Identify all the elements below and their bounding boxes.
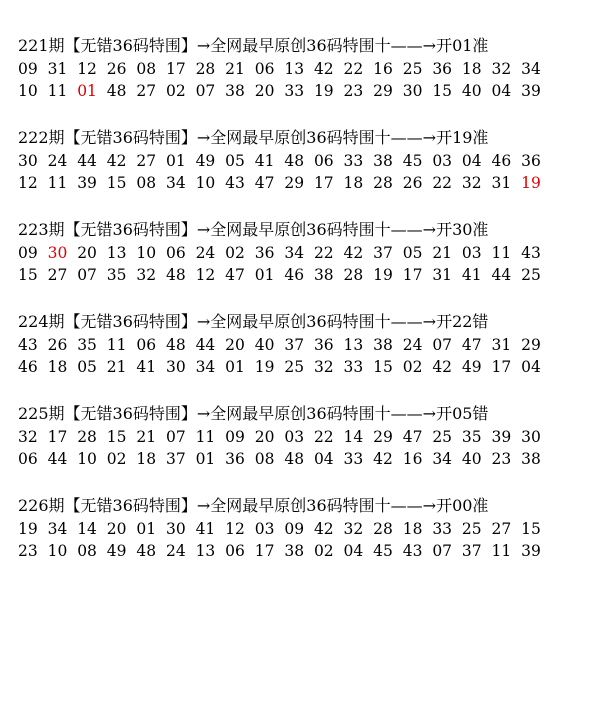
number-cell: 04 — [491, 82, 512, 100]
number-cell: 41 — [461, 266, 482, 284]
number-cell: 48 — [106, 82, 127, 100]
number-cell: 26 — [47, 336, 68, 354]
number-cell: 43 — [18, 336, 38, 354]
number-row — [18, 426, 588, 448]
number-cell: 25 — [284, 358, 305, 376]
number-cell: 42 — [373, 450, 393, 468]
number-row — [18, 540, 588, 562]
number-cell: 10 — [136, 244, 157, 262]
number-cell: 40 — [461, 82, 482, 100]
period-block — [18, 126, 588, 194]
number-cell: 06 — [254, 60, 275, 78]
number-cell: 21 — [136, 428, 157, 446]
period-block — [18, 402, 588, 470]
number-cell: 09 — [18, 60, 38, 78]
number-cell: 46 — [284, 266, 305, 284]
number-cell: 07 — [432, 542, 453, 560]
number-row — [18, 264, 588, 286]
number-cell: 44 — [77, 152, 97, 170]
period-block — [18, 218, 588, 286]
number-cell: 20 — [77, 244, 97, 262]
number-cell: 31 — [432, 266, 453, 284]
number-cell: 11 — [195, 428, 216, 446]
winning-number: 19 — [521, 174, 541, 192]
period-block — [18, 34, 588, 102]
number-row — [18, 518, 588, 540]
number-cell: 35 — [461, 428, 482, 446]
number-cell: 40 — [461, 450, 482, 468]
number-cell: 20 — [254, 82, 275, 100]
number-cell: 16 — [402, 450, 423, 468]
number-cell: 39 — [521, 542, 541, 560]
number-cell: 29 — [373, 82, 393, 100]
number-cell: 26 — [106, 60, 127, 78]
number-cell: 45 — [402, 152, 423, 170]
number-cell: 01 — [254, 266, 275, 284]
number-cell: 29 — [373, 428, 393, 446]
number-cell: 32 — [18, 428, 38, 446]
number-cell: 24 — [47, 152, 68, 170]
number-row — [18, 172, 588, 194]
number-cell: 34 — [165, 174, 186, 192]
number-cell: 33 — [343, 450, 364, 468]
number-cell: 44 — [195, 336, 216, 354]
number-cell: 03 — [284, 428, 305, 446]
number-cell: 07 — [195, 82, 216, 100]
number-cell: 17 — [402, 266, 423, 284]
number-cell: 18 — [343, 174, 364, 192]
number-cell: 01 — [195, 450, 216, 468]
number-cell: 23 — [491, 450, 512, 468]
number-cell: 47 — [402, 428, 423, 446]
number-cell: 02 — [313, 542, 334, 560]
number-cell: 18 — [461, 60, 482, 78]
number-cell: 31 — [47, 60, 68, 78]
number-row — [18, 150, 588, 172]
number-cell: 04 — [521, 358, 541, 376]
number-cell: 02 — [165, 82, 186, 100]
number-cell: 48 — [136, 542, 157, 560]
number-cell: 35 — [106, 266, 127, 284]
period-title: 221期【无错36码特围】→全网最早原创36码特围十——→开01准 — [18, 36, 489, 55]
number-cell: 34 — [47, 520, 68, 538]
number-cell: 36 — [254, 244, 275, 262]
number-cell: 10 — [18, 82, 38, 100]
number-cell: 48 — [165, 336, 186, 354]
number-cell: 42 — [313, 60, 334, 78]
number-cell: 19 — [18, 520, 38, 538]
number-row — [18, 80, 588, 102]
number-cell: 35 — [77, 336, 97, 354]
number-cell: 24 — [165, 542, 186, 560]
number-cell: 25 — [521, 266, 541, 284]
number-cell: 37 — [461, 542, 482, 560]
number-cell: 04 — [343, 542, 364, 560]
number-cell: 17 — [165, 60, 186, 78]
number-cell: 08 — [254, 450, 275, 468]
number-cell: 25 — [461, 520, 482, 538]
number-cell: 42 — [343, 244, 364, 262]
number-cell: 14 — [343, 428, 364, 446]
period-title: 225期【无错36码特围】→全网最早原创36码特围十——→开05错 — [18, 404, 489, 423]
number-cell: 27 — [136, 152, 157, 170]
number-cell: 03 — [461, 244, 482, 262]
number-cell: 13 — [106, 244, 127, 262]
number-cell: 02 — [225, 244, 245, 262]
number-cell: 38 — [373, 152, 393, 170]
number-row — [18, 58, 588, 80]
number-cell: 49 — [461, 358, 482, 376]
number-cell: 22 — [432, 174, 453, 192]
number-cell: 48 — [284, 450, 305, 468]
period-block — [18, 310, 588, 378]
number-cell: 33 — [432, 520, 453, 538]
number-cell: 09 — [225, 428, 245, 446]
number-cell: 37 — [165, 450, 186, 468]
number-cell: 20 — [106, 520, 127, 538]
number-cell: 06 — [18, 450, 38, 468]
number-cell: 05 — [77, 358, 97, 376]
number-cell: 40 — [254, 336, 275, 354]
number-cell: 02 — [106, 450, 127, 468]
number-row — [18, 448, 588, 470]
number-cell: 21 — [106, 358, 127, 376]
number-cell: 08 — [136, 60, 157, 78]
number-cell: 12 — [77, 60, 97, 78]
number-cell: 28 — [343, 266, 364, 284]
number-cell: 17 — [47, 428, 68, 446]
number-cell: 36 — [313, 336, 334, 354]
number-cell: 03 — [432, 152, 453, 170]
number-cell: 06 — [136, 336, 157, 354]
number-cell: 37 — [373, 244, 393, 262]
number-cell: 41 — [136, 358, 157, 376]
number-cell: 06 — [313, 152, 334, 170]
number-cell: 21 — [225, 60, 245, 78]
number-cell: 32 — [136, 266, 157, 284]
number-cell: 49 — [106, 542, 127, 560]
number-cell: 30 — [402, 82, 423, 100]
number-cell: 06 — [225, 542, 245, 560]
number-cell: 13 — [343, 336, 364, 354]
number-cell: 11 — [491, 542, 512, 560]
number-cell: 41 — [195, 520, 216, 538]
number-cell: 23 — [18, 542, 38, 560]
number-cell: 27 — [491, 520, 512, 538]
number-cell: 48 — [284, 152, 305, 170]
number-cell: 38 — [373, 336, 393, 354]
number-cell: 02 — [402, 358, 423, 376]
number-cell: 49 — [195, 152, 216, 170]
number-cell: 05 — [402, 244, 423, 262]
period-block — [18, 494, 588, 562]
number-cell: 34 — [432, 450, 453, 468]
number-cell: 08 — [77, 542, 97, 560]
number-cell: 19 — [373, 266, 393, 284]
number-cell: 14 — [77, 520, 97, 538]
number-cell: 30 — [165, 358, 186, 376]
number-cell: 42 — [313, 520, 334, 538]
number-cell: 42 — [432, 358, 453, 376]
number-row — [18, 356, 588, 378]
number-cell: 20 — [225, 336, 245, 354]
number-cell: 46 — [491, 152, 512, 170]
number-cell: 15 — [521, 520, 541, 538]
number-cell: 36 — [432, 60, 453, 78]
number-cell: 43 — [225, 174, 245, 192]
number-cell: 22 — [313, 244, 334, 262]
number-cell: 18 — [402, 520, 423, 538]
number-cell: 11 — [47, 174, 68, 192]
number-cell: 15 — [106, 428, 127, 446]
number-cell: 17 — [254, 542, 275, 560]
number-cell: 34 — [284, 244, 305, 262]
period-title: 223期【无错36码特围】→全网最早原创36码特围十——→开30准 — [18, 220, 489, 239]
number-cell: 38 — [313, 266, 334, 284]
number-cell: 38 — [284, 542, 305, 560]
number-cell: 44 — [47, 450, 68, 468]
number-cell: 46 — [18, 358, 38, 376]
winning-number: 01 — [77, 82, 97, 100]
number-cell: 22 — [343, 60, 364, 78]
number-cell: 39 — [77, 174, 97, 192]
number-cell: 12 — [225, 520, 245, 538]
number-cell: 07 — [165, 428, 186, 446]
number-cell: 15 — [106, 174, 127, 192]
number-cell: 01 — [136, 520, 157, 538]
number-cell: 36 — [521, 152, 541, 170]
number-cell: 29 — [284, 174, 305, 192]
number-cell: 12 — [18, 174, 38, 192]
number-cell: 17 — [313, 174, 334, 192]
number-cell: 32 — [313, 358, 334, 376]
number-cell: 39 — [521, 82, 541, 100]
number-cell: 07 — [432, 336, 453, 354]
number-cell: 32 — [491, 60, 512, 78]
number-cell: 47 — [225, 266, 245, 284]
period-title: 222期【无错36码特围】→全网最早原创36码特围十——→开19准 — [18, 128, 489, 147]
number-cell: 01 — [165, 152, 186, 170]
number-cell: 24 — [402, 336, 423, 354]
number-cell: 18 — [47, 358, 68, 376]
number-cell: 33 — [343, 152, 364, 170]
number-cell: 01 — [225, 358, 245, 376]
number-cell: 33 — [284, 82, 305, 100]
number-cell: 37 — [284, 336, 305, 354]
number-row — [18, 334, 588, 356]
number-cell: 18 — [136, 450, 157, 468]
number-cell: 11 — [47, 82, 68, 100]
number-cell: 10 — [77, 450, 97, 468]
number-cell: 11 — [491, 244, 512, 262]
number-cell: 45 — [373, 542, 393, 560]
number-cell: 28 — [195, 60, 216, 78]
number-cell: 38 — [521, 450, 541, 468]
number-cell: 48 — [165, 266, 186, 284]
document-body — [18, 34, 588, 586]
number-cell: 20 — [254, 428, 275, 446]
number-cell: 28 — [373, 520, 393, 538]
number-cell: 43 — [521, 244, 541, 262]
number-cell: 34 — [195, 358, 216, 376]
number-cell: 23 — [343, 82, 364, 100]
number-cell: 15 — [432, 82, 453, 100]
number-cell: 17 — [491, 358, 512, 376]
number-cell: 27 — [136, 82, 157, 100]
number-cell: 36 — [225, 450, 245, 468]
number-cell: 09 — [284, 520, 305, 538]
number-cell: 30 — [521, 428, 541, 446]
number-cell: 25 — [432, 428, 453, 446]
number-cell: 24 — [195, 244, 216, 262]
number-cell: 10 — [47, 542, 68, 560]
number-cell: 15 — [18, 266, 38, 284]
number-cell: 38 — [225, 82, 245, 100]
number-cell: 32 — [461, 174, 482, 192]
number-cell: 13 — [284, 60, 305, 78]
number-cell: 27 — [47, 266, 68, 284]
number-cell: 15 — [373, 358, 393, 376]
number-cell: 05 — [225, 152, 245, 170]
number-cell: 47 — [461, 336, 482, 354]
period-title: 224期【无错36码特围】→全网最早原创36码特围十——→开22错 — [18, 312, 489, 331]
number-cell: 31 — [491, 336, 512, 354]
number-cell: 28 — [373, 174, 393, 192]
number-cell: 29 — [521, 336, 541, 354]
number-cell: 30 — [18, 152, 38, 170]
number-cell: 33 — [343, 358, 364, 376]
number-cell: 03 — [254, 520, 275, 538]
number-cell: 16 — [373, 60, 393, 78]
number-cell: 39 — [491, 428, 512, 446]
number-cell: 31 — [491, 174, 512, 192]
number-cell: 12 — [195, 266, 216, 284]
number-cell: 25 — [402, 60, 423, 78]
number-cell: 42 — [106, 152, 127, 170]
number-cell: 09 — [18, 244, 38, 262]
number-row — [18, 242, 588, 264]
number-cell: 28 — [77, 428, 97, 446]
number-cell: 47 — [254, 174, 275, 192]
number-cell: 06 — [165, 244, 186, 262]
number-cell: 19 — [313, 82, 334, 100]
number-cell: 21 — [432, 244, 453, 262]
number-cell: 10 — [195, 174, 216, 192]
number-cell: 30 — [165, 520, 186, 538]
number-cell: 13 — [195, 542, 216, 560]
number-cell: 26 — [402, 174, 423, 192]
number-cell: 19 — [254, 358, 275, 376]
number-cell: 43 — [402, 542, 423, 560]
number-cell: 04 — [313, 450, 334, 468]
number-cell: 04 — [461, 152, 482, 170]
period-title: 226期【无错36码特围】→全网最早原创36码特围十——→开00准 — [18, 496, 489, 515]
number-cell: 07 — [77, 266, 97, 284]
number-cell: 08 — [136, 174, 157, 192]
number-cell: 22 — [313, 428, 334, 446]
number-cell: 34 — [521, 60, 541, 78]
number-cell: 44 — [491, 266, 512, 284]
winning-number: 30 — [47, 244, 68, 262]
number-cell: 32 — [343, 520, 364, 538]
number-cell: 41 — [254, 152, 275, 170]
number-cell: 11 — [106, 336, 127, 354]
